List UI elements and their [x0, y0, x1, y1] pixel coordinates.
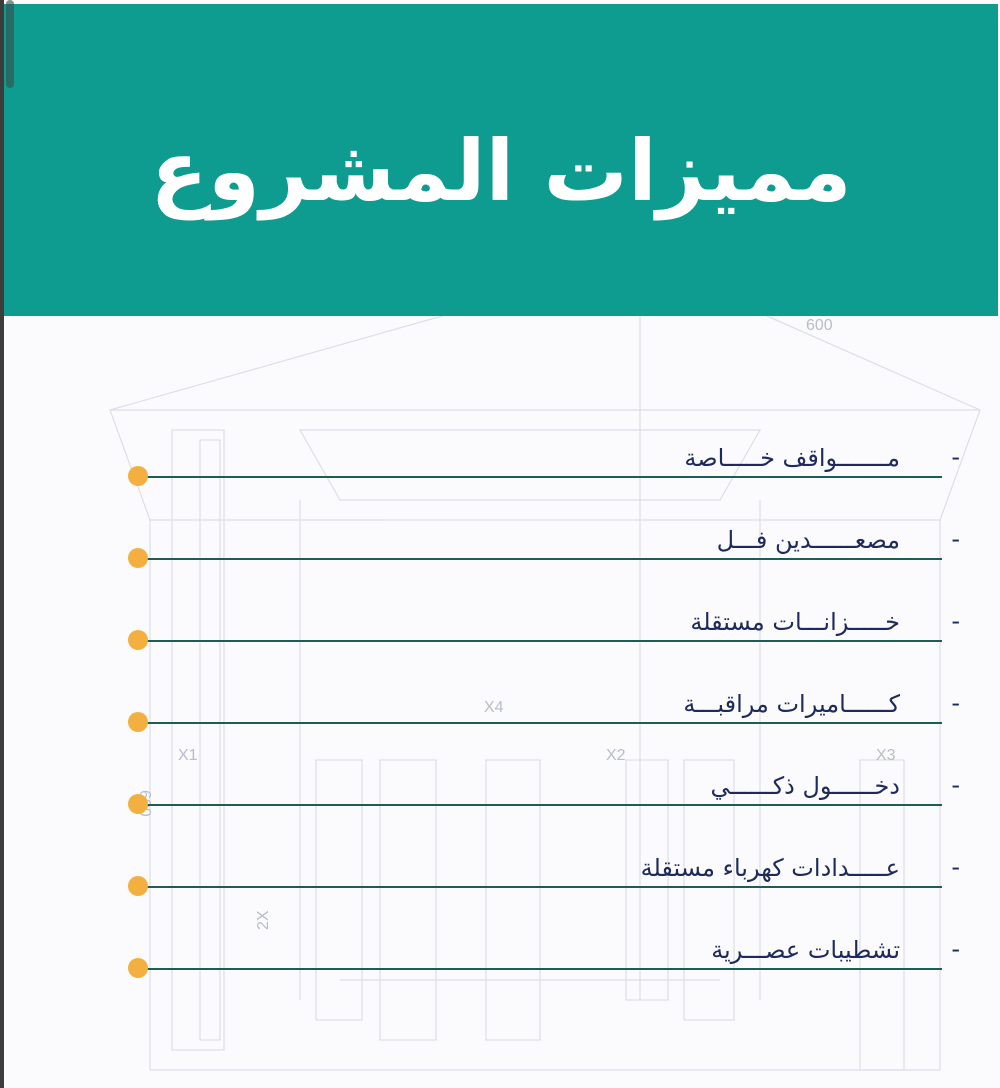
feature-item-parking	[128, 444, 960, 484]
bullet-dash: -	[951, 689, 960, 717]
dot-icon	[128, 876, 148, 896]
underline	[138, 558, 942, 560]
underline	[138, 886, 942, 888]
feature-item-elevators	[128, 526, 960, 566]
bullet-dash: -	[951, 525, 960, 553]
feature-item-smart-entry	[128, 772, 960, 812]
feature-item-cameras	[128, 690, 960, 730]
underline	[138, 640, 942, 642]
bullet-dash: -	[951, 853, 960, 881]
dot-icon	[128, 794, 148, 814]
feature-label: عـــــدادات كهرباء مستقلة	[640, 854, 900, 882]
feature-label: كــــــاميرات مراقبـــة	[683, 690, 900, 718]
bullet-dash: -	[951, 443, 960, 471]
underline	[138, 476, 942, 478]
dim-600-label-b: 600	[806, 317, 833, 334]
feature-item-electric-meters	[128, 854, 960, 894]
axis-x4-label: X4	[484, 699, 504, 716]
bullet-dash: -	[951, 771, 960, 799]
dot-icon	[128, 630, 148, 650]
underline	[138, 968, 942, 970]
dot-icon	[128, 958, 148, 978]
feature-label: مصعــــــدين فـــل	[716, 526, 900, 554]
axis-x3-label: X3	[876, 747, 896, 764]
dot-icon	[128, 548, 148, 568]
feature-item-tanks	[128, 608, 960, 648]
feature-label: تشطيبات عصـــرية	[711, 936, 900, 964]
dot-icon	[128, 466, 148, 486]
underline	[138, 722, 942, 724]
dot-icon	[128, 712, 148, 732]
feature-label: خـــــزانـــات مستقلة	[690, 608, 900, 636]
axis-2x-label: 2X	[255, 910, 272, 930]
axis-x2-label: X2	[606, 747, 626, 764]
page-title: مميزات المشروع	[150, 122, 852, 220]
axis-x1-label: X1	[178, 747, 198, 764]
feature-label: دخــــــول ذكــــــي	[710, 772, 900, 800]
bullet-dash: -	[951, 607, 960, 635]
feature-label: مـــــــواقف خـــــاصة	[684, 444, 900, 472]
underline	[138, 804, 942, 806]
bullet-dash: -	[951, 935, 960, 963]
feature-item-finishes	[128, 936, 960, 976]
